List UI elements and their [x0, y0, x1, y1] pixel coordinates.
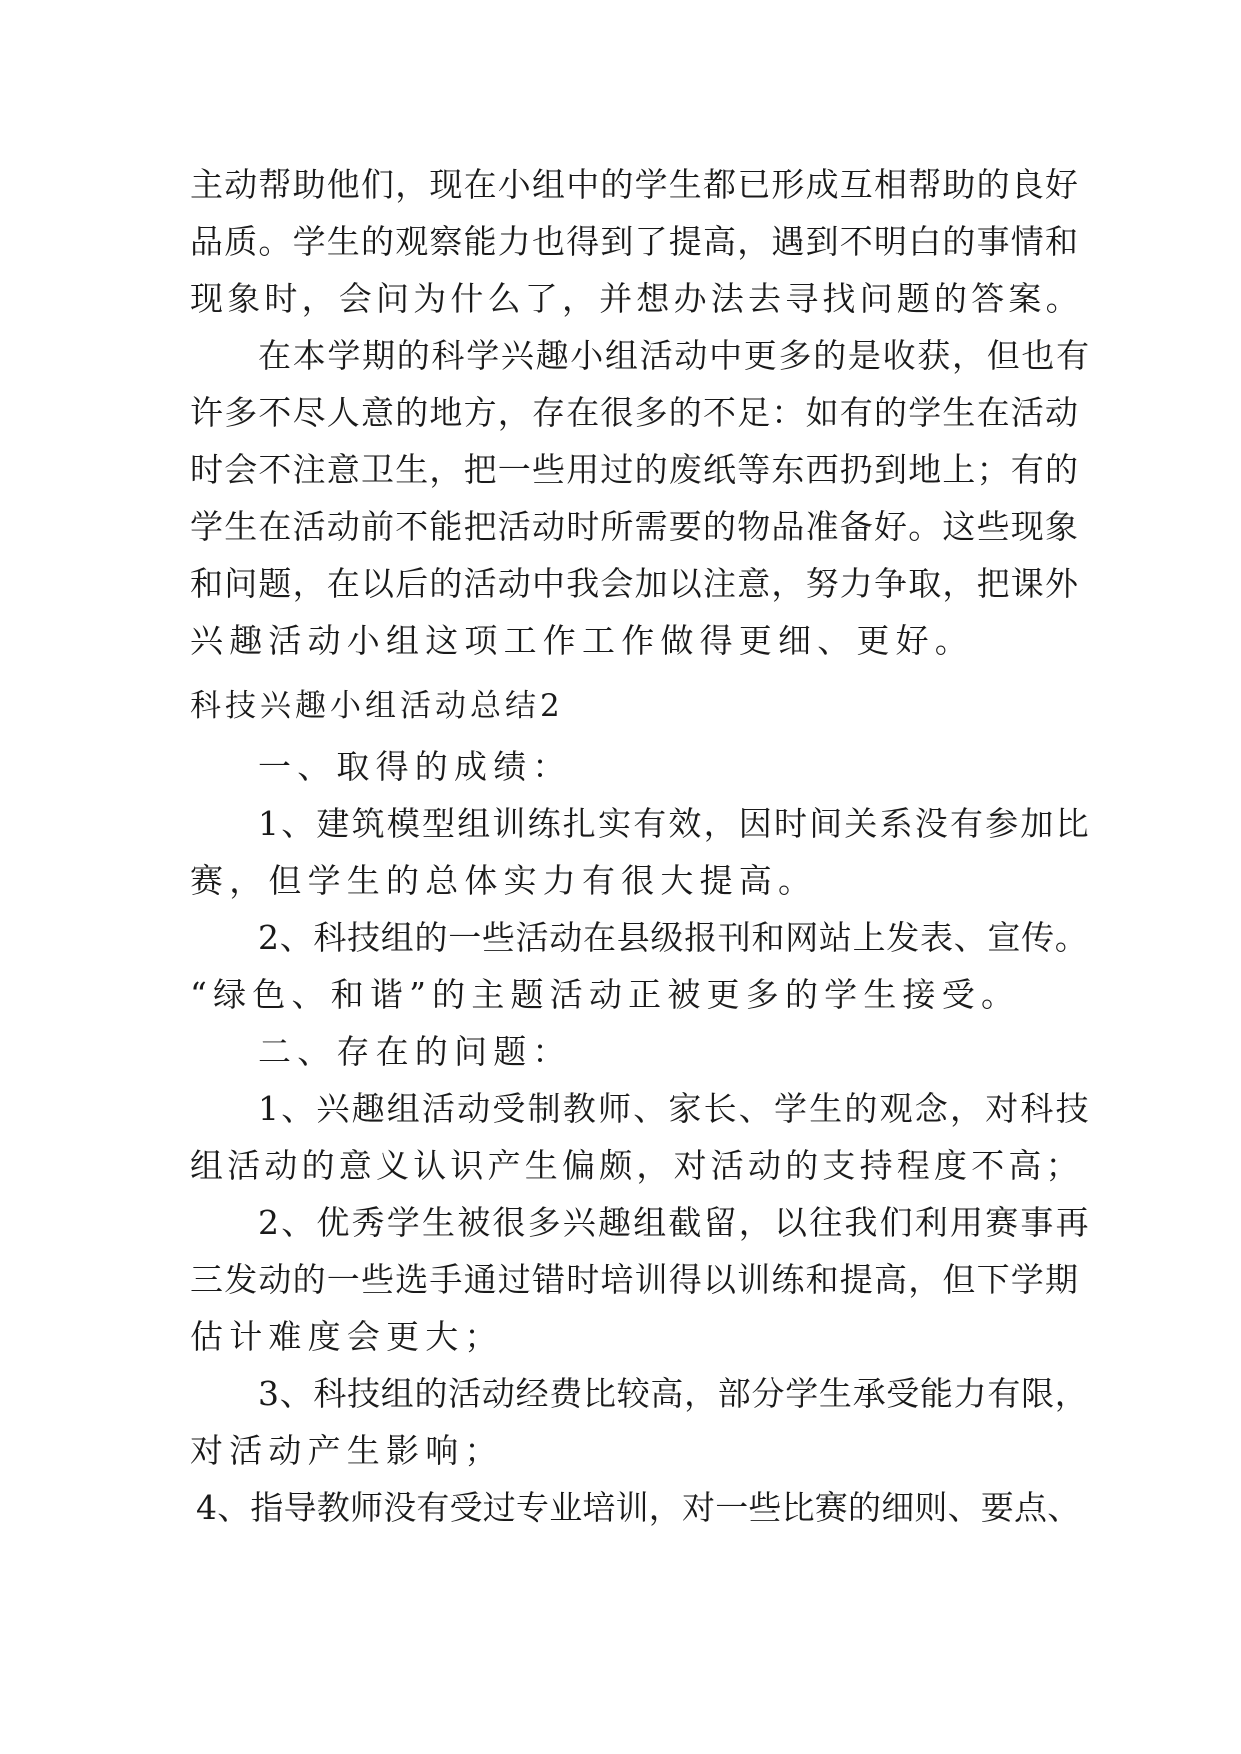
text-line: 现象时，会问为什么了，并想办法去寻找问题的答案。: [190, 279, 1083, 318]
text-line: 许多不尽人意的地方，存在很多的不足：如有的学生在活动: [190, 393, 1080, 432]
text-line: 赛，但学生的总体实力有很大提高。: [190, 861, 818, 900]
text-line: 和问题，在以后的活动中我会加以注意，努力争取，把课外: [190, 564, 1080, 603]
text-line: 4、指导教师没有受过专业培训，对一些比赛的细则、要点、: [196, 1488, 1081, 1527]
text-line: 组活动的意义认识产生偏颇，对活动的支持程度不高；: [190, 1146, 1083, 1185]
text-line: 学生在活动前不能把活动时所需要的物品准备好。这些现象: [190, 507, 1080, 546]
text-line: 对活动产生影响；: [190, 1431, 504, 1470]
text-line: 兴趣活动小组这项工作工作做得更细、更好。: [190, 621, 974, 660]
text-line: 在本学期的科学兴趣小组活动中更多的是收获，但也有: [258, 336, 1091, 375]
text-line: 一、取得的成绩：: [258, 747, 572, 786]
text-line: 1、建筑模型组训练扎实有效，因时间关系没有参加比: [258, 804, 1091, 843]
text-line: 2、科技组的一些活动在县级报刊和网站上发表、宣传。: [258, 918, 1089, 957]
text-line: 品质。学生的观察能力也得到了提高，遇到不明白的事情和: [190, 222, 1080, 261]
text-line: 主动帮助他们，现在小组中的学生都已形成互相帮助的良好: [190, 165, 1080, 204]
section-heading: 科技兴趣小组活动总结2: [190, 688, 564, 724]
text-line: 3、科技组的活动经费比较高，部分学生承受能力有限，: [258, 1374, 1089, 1413]
text-line: 二、存在的问题：: [258, 1032, 572, 1071]
text-line: 时会不注意卫生，把一些用过的废纸等东西扔到地上；有的: [190, 450, 1080, 489]
text-line: 三发动的一些选手通过错时培训得以训练和提高，但下学期: [190, 1260, 1080, 1299]
text-line: 估计难度会更大；: [190, 1317, 504, 1356]
text-line: “绿色、和谐”的主题活动正被更多的学生接受。: [190, 975, 1021, 1014]
text-line: 2、优秀学生被很多兴趣组截留，以往我们利用赛事再: [258, 1203, 1091, 1242]
text-line: 1、兴趣组活动受制教师、家长、学生的观念，对科技: [258, 1089, 1091, 1128]
